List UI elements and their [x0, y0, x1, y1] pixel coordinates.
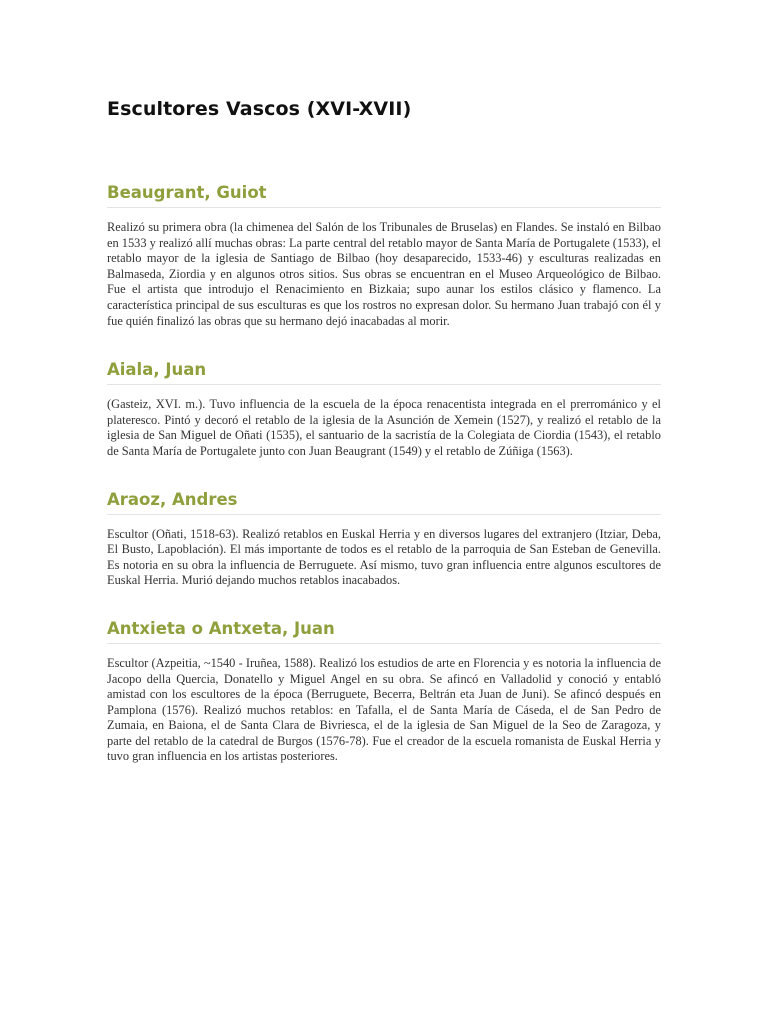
section-heading: Antxieta o Antxeta, Juan: [107, 618, 661, 644]
page-title: Escultores Vascos (XVI-XVII): [107, 98, 412, 120]
section-araoz: [107, 489, 661, 589]
section-body: Escultor (Azpeitia, ~1540 - Iruñea, 1588). Realizó los estudios de arte en Florencia y es notoria la influencia de Jacopo della Quercia, Donatello y Miguel Angel en su obra. Se afincó en Valladolid y conoció y entabló amistad con los escultores de la época (Berruguete, Becerra, Beltrán eta Juan de Juni). Se afincó después en Pamplona (1576). Realizó muchos retablos: en Tafalla, el de Santa María de Cáseda, el de San Pedro de Zumaia, en Baiona, el de Santa Clara de Bivriesca, el de la iglesia de San Miguel de la Seo de Zaragoza, y parte del retablo de la catedral de Burgos (1576-78). Fue el creador de la escuela romanista de Euskal Herria y tuvo gran influencia en los artistas posteriores.: [107, 655, 661, 764]
section-aiala: [107, 359, 661, 459]
section-beaugrant: [107, 182, 661, 329]
section-antxieta: [107, 618, 661, 765]
section-heading: Aiala, Juan: [107, 359, 661, 385]
section-heading: Araoz, Andres: [107, 489, 661, 515]
section-heading: Beaugrant, Guiot: [107, 182, 661, 208]
section-body: Realizó su primera obra (la chimenea del Salón de los Tribunales de Bruselas) en Flandes. Se instaló en Bilbao en 1533 y realizó allí muchas obras: La parte central del retablo mayor de Santa María de Portugalete (1533), el retablo mayor de la iglesia de Santiago de Bilbao (hoy desaparecido, 1533-46) y esculturas realizadas en Balmaseda, Ziordia y en algunos otros sitios. Sus obras se encuentran en el Museo Arqueológico de Bilbao. Fue el artista que introdujo el Renacimiento en Bizkaia; supo aunar los estilos clásico y flamenco. La característica principal de sus esculturas es que los rostros no expresan dolor. Su hermano Juan trabajó con él y fue quién finalizó las obras que su hermano dejó inacabadas al morir.: [107, 220, 661, 328]
section-body: (Gasteiz, XVI. m.). Tuvo influencia de la escuela de la época renacentista integrada en el prerrománico y el plateresco. Pintó y decoró el retablo de la iglesia de la Asunción de Xemein (1527), y realizó el retablo de la iglesia de San Miguel de Oñati (1535), el santuario de la sacristía de la Colegiata de Ciordia (1543), el retablo de Santa María de Portugalete junto con Juan Beaugrant (1549) y el retablo de Zúñiga (1563).: [107, 397, 661, 458]
document-page: [107, 96, 661, 765]
section-body: Escultor (Oñati, 1518-63). Realizó retablos en Euskal Herria y en diversos lugares del extranjero (Itziar, Deba, El Busto, Lapoblación). El más importante de todos es el retablo de la parroquia de San Esteban de Genevilla. Es notoria en su obra la influencia de Berruguete. Así mismo, tuvo gran influencia entre algunos escultores de Euskal Herria. Murió dejando muchos retablos inacabados.: [107, 526, 661, 588]
